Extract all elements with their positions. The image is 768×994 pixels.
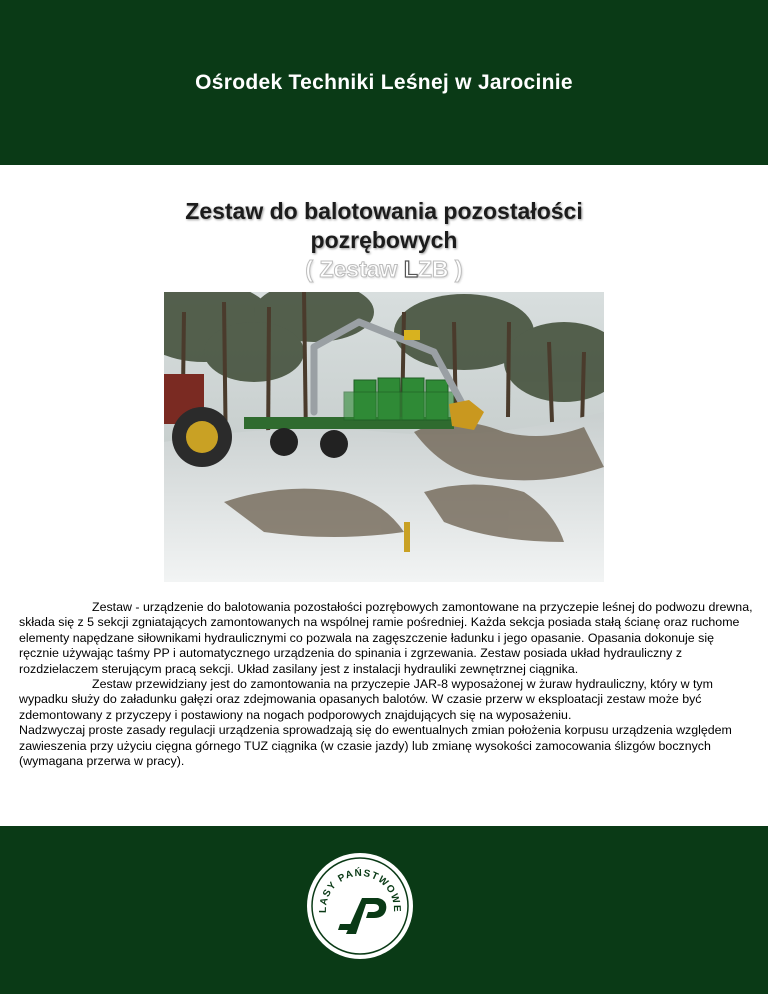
header-band <box>0 0 768 165</box>
document-subtitle <box>0 256 768 283</box>
lasy-panstwowe-logo-icon <box>306 852 414 960</box>
paragraph-3: Nadzwyczaj proste zasady regulacji urządzenia sprowadzają się do ewentualnych zmian położenia korpusu urządzenia względem zawieszenia przy użyciu cięgna górnego TUZ ciągnika (w czasie jazdy) lub zmianę wysokości zamocowania ślizgów bocznych (wymagana przerwa w pracy). <box>19 723 732 769</box>
logo-graphic <box>306 852 414 960</box>
machine-photo <box>164 292 604 582</box>
logo-arc-text: LASY PAŃSTWOWE <box>317 867 403 914</box>
paragraph-1: Zestaw - urządzenie do balotowania pozostałości pozrębowych zamontowane na przyczepie leśnej do podwozu drewna, składa się z 5 sekcji zgniatających zamontowanych na wspólnej ramie pośredniej. Każda sekcja posiada stałą ścianę oraz ruchome elementy napędzane siłownikami hydraulicznymi co pozwala na zagęszczenie ładunku i jego opasanie. Opasania dokonuje się ręcznie używając taśmy PP i automatycznego urządzenia do spinania i zgrzewania. Zestaw posiada układ hydrauliczny z rozdzielaczem sterującym pracą sekcji. Układ zasilany jest z instalacji hydrauliki zewnętrznej ciągnika. <box>19 600 753 676</box>
document-title <box>0 197 768 255</box>
subtitle-open: ( Zestaw <box>305 256 404 282</box>
title-line-1: Zestaw do balotowania pozostałości <box>185 198 583 224</box>
document-body <box>19 600 754 769</box>
paragraph-2: Zestaw przewidziany jest do zamontowania na przyczepie JAR-8 wyposażonej w żuraw hydrauliczny, który w tym wypadku służy do załadunku gałęzi oraz zdejmowania opasanych balotów. W czasie przerw w eksploatacji zestaw może być zdemontowany z przyczepy i postawiony na nogach podporowych znajdujących się na wyposażeniu. <box>19 677 713 722</box>
subtitle-close: ) <box>448 256 463 282</box>
header-title: Ośrodek Techniki Leśnej w Jarocinie <box>195 70 573 94</box>
subtitle-letter-l: L <box>403 256 418 282</box>
subtitle-letters-zb: ZB <box>417 256 449 282</box>
forest-machine-illustration <box>164 292 604 582</box>
title-line-2: pozrębowych <box>310 227 458 253</box>
